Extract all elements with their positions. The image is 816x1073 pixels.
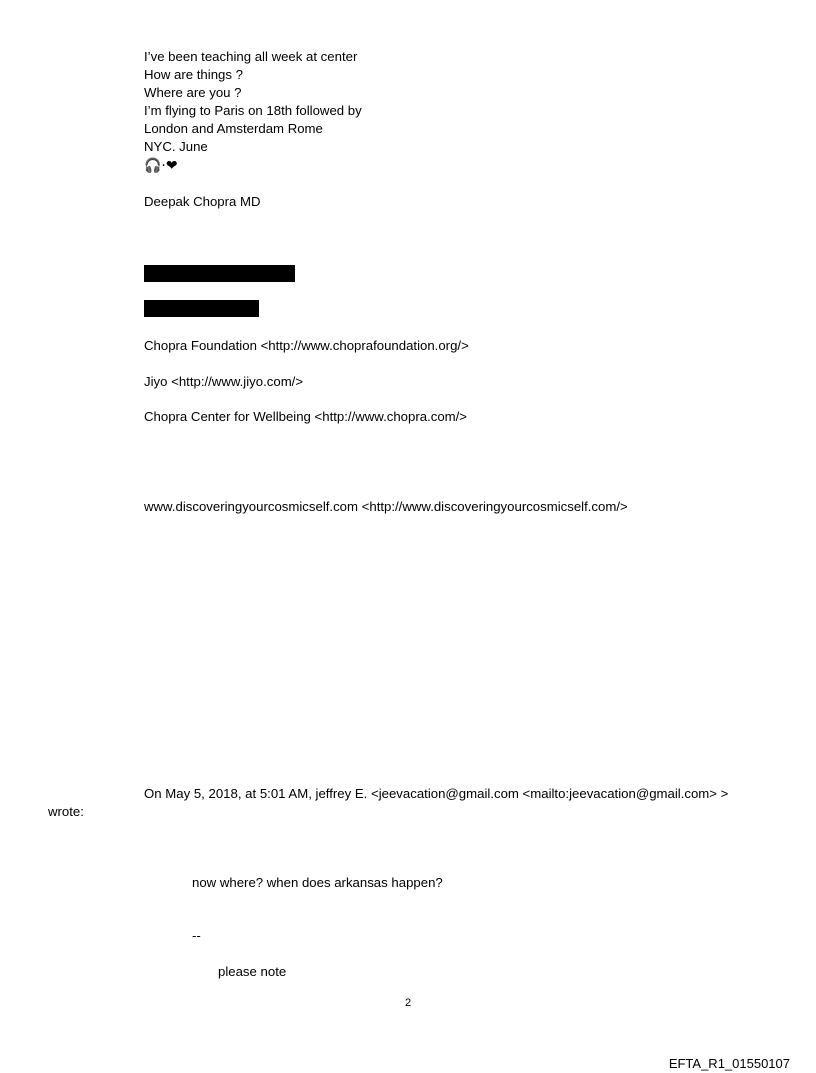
- message-line: NYC. June: [144, 139, 208, 154]
- message-line: I’m flying to Paris on 18th followed by: [144, 103, 362, 118]
- redaction-block: [144, 265, 295, 282]
- quote-note: please note: [218, 964, 287, 979]
- message-line: London and Amsterdam Rome: [144, 121, 323, 136]
- signature-name: Deepak Chopra MD: [144, 194, 261, 209]
- link-chopra-center[interactable]: Chopra Center for Wellbeing <http://www.chopra.com/>: [144, 409, 468, 424]
- quote-header: On May 5, 2018, at 5:01 AM, jeffrey E. <jeevacation@gmail.com <mailto:jeevacation@gmail.com> >: [144, 786, 729, 801]
- link-chopra-foundation[interactable]: Chopra Foundation <http://www.choprafoundation.org/>: [144, 338, 469, 353]
- quote-separator: --: [192, 928, 201, 943]
- message-line: How are things ?: [144, 67, 243, 82]
- quote-body: now where? when does arkansas happen?: [192, 875, 443, 890]
- message-line: Where are you ?: [144, 85, 242, 100]
- redaction-block: [144, 300, 259, 317]
- link-jiyo[interactable]: Jiyo <http://www.jiyo.com/>: [144, 374, 304, 389]
- link-cosmic-self[interactable]: www.discoveringyourcosmicself.com <http://www.discoveringyourcosmicself.com/>: [144, 499, 628, 514]
- document-id: EFTA_R1_01550107: [668, 1056, 790, 1071]
- page-number: 2: [404, 997, 412, 1009]
- emoji-icon: 🎧·❤: [144, 158, 178, 174]
- message-line: I’ve been teaching all week at center: [144, 49, 358, 64]
- quote-header-continued: wrote:: [48, 804, 84, 819]
